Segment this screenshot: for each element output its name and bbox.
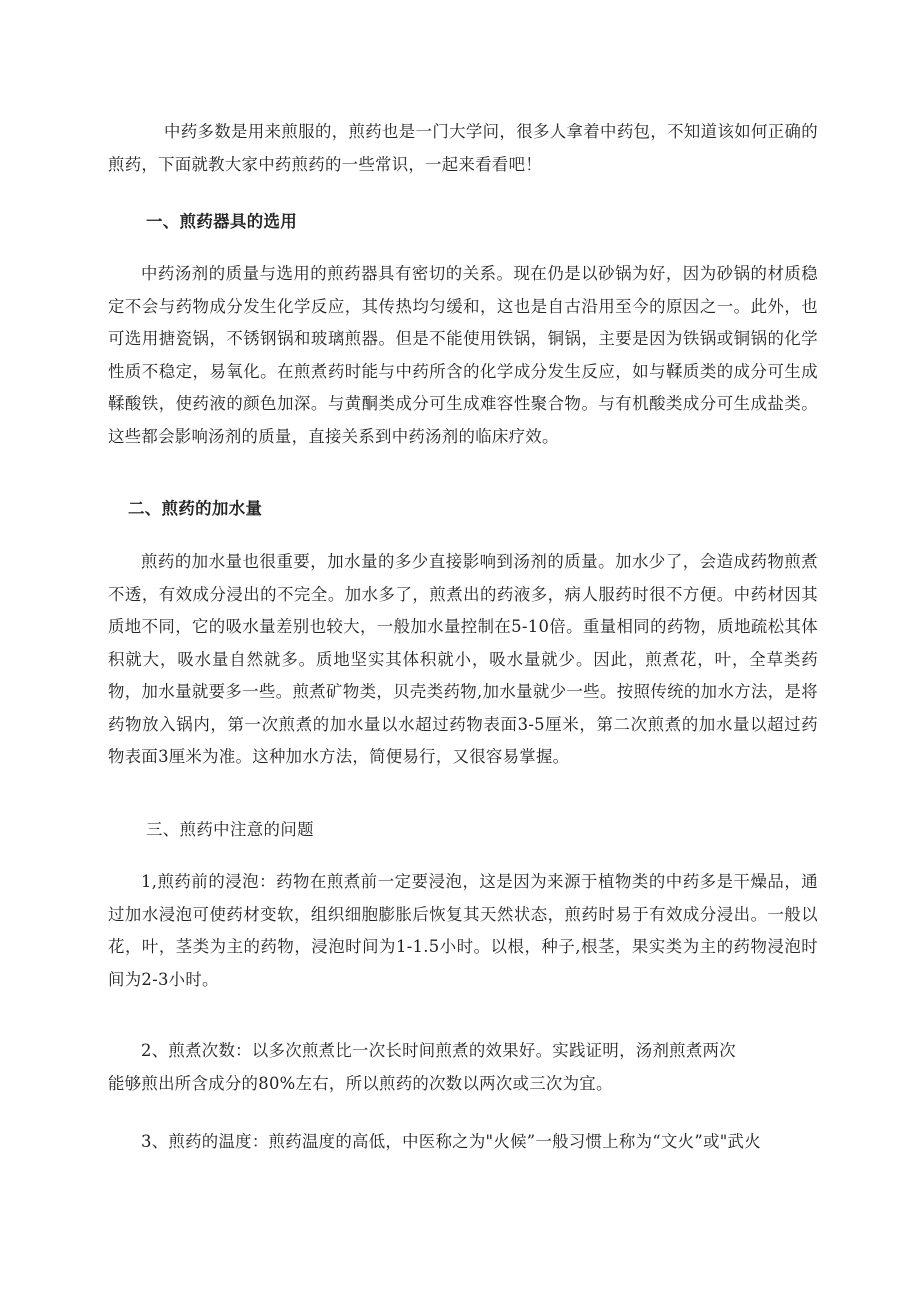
item-2-line-2: 能够煎出所含成分的80%左右，所以煎药的次数以两次或三次为宜。 <box>108 1073 613 1093</box>
section-3-item-2 <box>108 1035 818 1100</box>
section-2-body: 煎药的加水量也很重要，加水量的多少直接影响到汤剂的质量。加水少了，会造成药物煎煮不透，有效成分浸出的不完全。加水多了，煎煮出的药液多，病人服药时很不方便。中药材因其质地不同，它的吸水量差别也较大，一般加水量控制在5-10倍。重量相同的药物，质地疏松其体积就大，吸水量自然就多。质地坚实其体积就小，吸水量就少。因此，煎煮花，叶，全草类药物，加水量就要多一些。煎煮矿物类，贝壳类药物,加水量就少一些。按照传统的加水方法，是将药物放入锅内，第一次煎煮的加水量以水超过药物表面3-5厘米，第二次煎煮的加水量以超过药物表面3厘米为准。这种加水方法，简便易行，又很容易掌握。 <box>108 552 818 766</box>
section-heading-2: 二、煎药的加水量 <box>128 499 263 518</box>
section-1-body: 中药汤剂的质量与选用的煎药器具有密切的关系。现在仍是以砂锅为好，因为砂锅的材质稳定不会与药物成分发生化学反应，其传热均匀缓和，这也是自古沿用至今的原因之一。此外，也可选用搪瓷锅，不锈钢锅和玻璃煎器。但是不能使用铁锅，铜锅，主要是因为铁锅或铜锅的化学性质不稳定，易氧化。在煎煮药时能与中药所含的化学成分发生反应，如与鞣质类的成分可生成鞣酸铁，使药液的颜色加深。与黄酮类成分可生成难容性聚合物。与有机酸类成分可生成盐类。这些都会影响汤剂的质量，直接关系到中药汤剂的临床疗效。 <box>108 264 818 446</box>
section-3-item-3: 3、煎药的温度：煎药温度的高低，中医称之为"火候”一般习惯上称为“文火”或"武火 <box>141 1132 761 1151</box>
section-heading-3: 三、煎药中注意的问题 <box>146 820 314 839</box>
section-3-item-1: 1,煎药前的浸泡：药物在煎煮前一定要浸泡，这是因为来源于植物类的中药多是干燥品，通过加水浸泡可使药材变软，组织细胞膨胀后恢复其天然状态，煎药时易于有效成分浸出。一般以花，叶，茎类为主的药物，浸泡时间为1-1.5小时。以根，种子,根茎，果实类为主的药物浸泡时间为2-3小时。 <box>108 872 818 989</box>
item-2-line-1: 2、煎煮次数：以多次煎煮比一次长时间煎煮的效果好。实践证明，汤剂煎煮两次 <box>141 1041 736 1060</box>
section-heading-1: 一、煎药器具的选用 <box>146 212 298 231</box>
intro-paragraph: 中药多数是用来煎服的，煎药也是一门大学问，很多人拿着中药包，不知道该如何正确的煎药，下面就教大家中药煎药的一些常识，一起来看看吧！ <box>108 122 818 174</box>
